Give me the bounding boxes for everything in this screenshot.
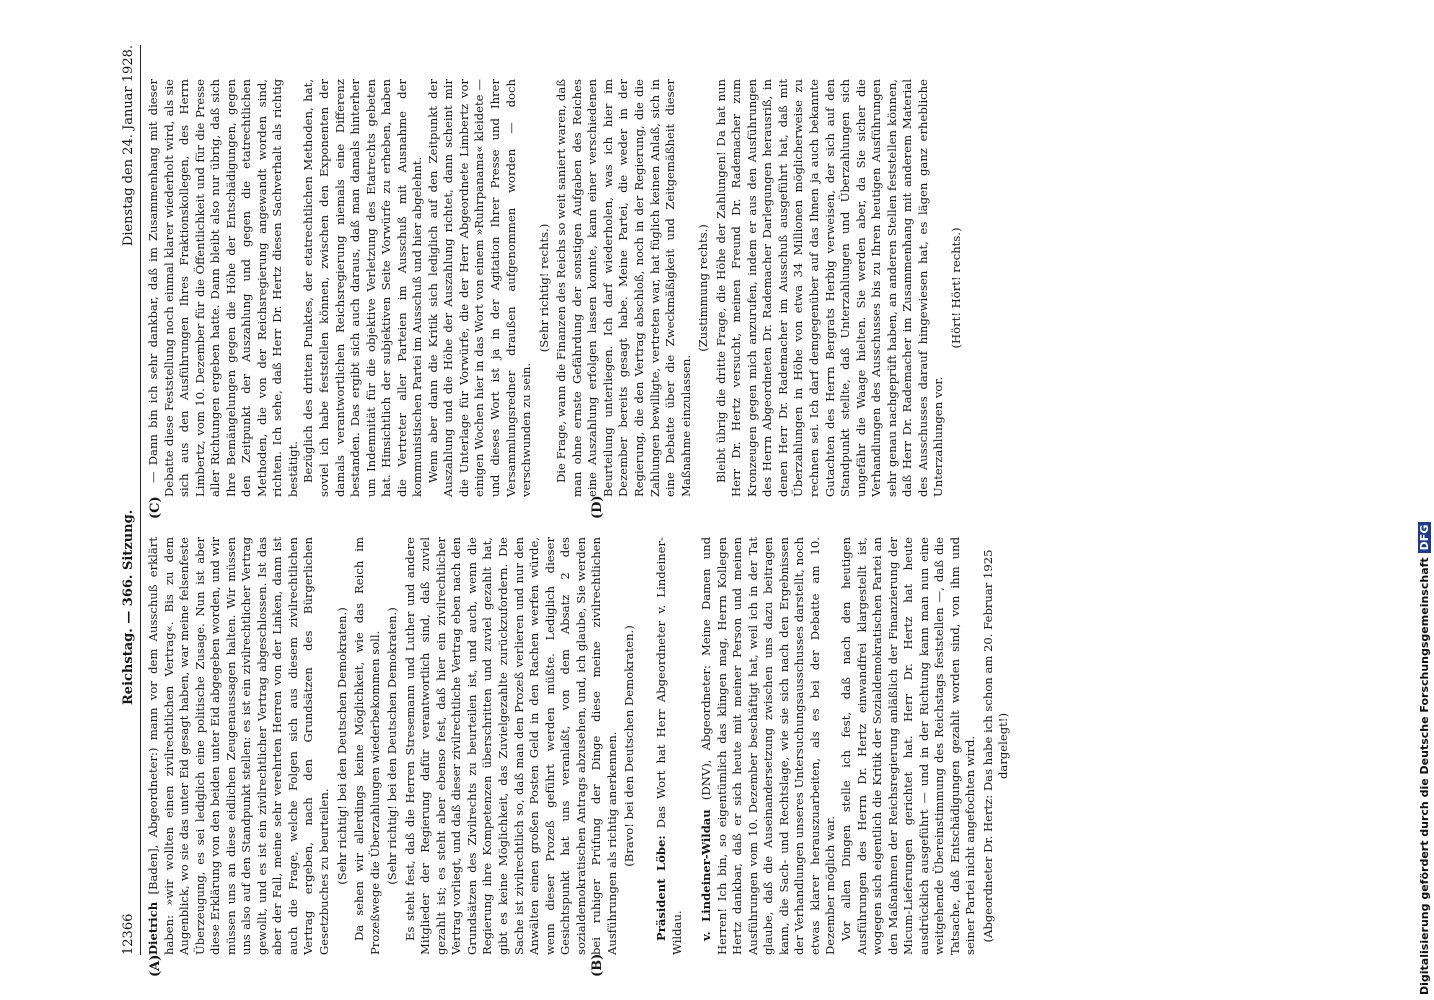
- speaker-name: v. Lindeiner-Wildau: [699, 809, 714, 941]
- paragraph: Die Frage, wann die Finanzen des Reichs so weit saniert waren, daß man ohne ernste Gefährdung der sonstigen Aufgaben des Reiches eine Auszahlung erfolgen lassen konnte, kann einer verschiedenen Beurteilung unterliegen. Ich darf wiederholen, was ich hier im Dezember bereits gesagt habe. Meine Partei, die weder in der Regierung, die den Vertrag abschloß, noch in der Regierung, die die Zahlungen bewilligte, vertreten war, hat füglich keinen Anlaß, sich in eine Debatte über die Zweckmäßigkeit und Zeitgemäßheit dieser Maßnahme einzulassen.: [554, 79, 693, 497]
- credit-text: Digitalisierung gefördert durch die Deutsche Forschungsgemeinschaft: [1418, 557, 1431, 995]
- interjection: (Zustimmung rechts.): [696, 224, 711, 352]
- dfg-logo: DFG: [1418, 522, 1431, 554]
- paragraph: Vor allen Dingen stelle ich fest, daß nach den heutigen Ausführungen des Herrn Dr. Hertz einwandfrei klargestellt ist, wogegen sich eigentlich die Kritik der Sozialdemokratischen Partei an den Maßnahmen der Reichsregierung anläßlich der Finanzierung der Micum-Lieferungen gerichtet hat. Herr Dr. Hertz hat heute ausdrücklich ausgeführt — und in der Richtung kann man nun eine weitgehende Übereinstimmung des Reichstags feststellen —, daß die Tatsache, daß Entschädigungen gezahlt worden sind, von ihm und seiner Partei nicht angefochten wird.: [838, 537, 978, 955]
- paragraph: Da sehen wir allerdings keine Möglichkeit, wie das Reich im Prozeßwege die Überzahlungen wiederbekommen soll.: [352, 537, 382, 955]
- paragraph: Es steht fest, daß die Herren Stresemann und Luther und andere Mitglieder der Regierung dafür verantwortlich sind, daß zuviel gezahlt ist; es steht aber ebenso fest, daß hier ein zivilrechtlicher Vertrag vorliegt, und daß dieser zivilrechtliche Vertrag eben nach den Grundsätzen des Zivilrechts zu beurteilen ist, und auch, wenn die Regierung ihre Kompetenzen überschritten und zuviel gezahlt hat, gibt es keine Möglichkeit, das Zuvielgezahlte zurückzufordern. Die Sache ist zivilrechtlich so, daß man den Prozeß verlieren und nur den Anwälten einen großen Posten Geld in den Rachen werfen würde, wenn dieser Prozeß geführt werden müßte. Lediglich dieser Gesichtspunkt hat uns veranlaßt, von dem Absatz 2 des sozialdemokratischen Antrags abzusehen, und, ich glaube, Sie werden bei ruhiger Prüfung der Dinge diese meine zivilrechtlichen Ausführungen als richtig anerkennen.: [402, 537, 619, 955]
- paragraph-text: Das Wort hat Herr Abgeordneter v. Lindeiner-Wildau.: [653, 537, 684, 955]
- margin-mark-b: (B): [590, 953, 605, 977]
- speaker-name: Dietrich: [146, 901, 160, 955]
- left-column: [146, 537, 1014, 955]
- interjection: (Sehr richtig! rechts.): [536, 223, 551, 353]
- paragraph: [654, 537, 685, 955]
- paragraph: Wenn aber dann die Kritik sich lediglich auf den Zeitpunkt der Auszahlung und die Höhe der Auszahlung richtet, dann scheint mir die Unterlage für Vorwürfe, die der Herr Abgeordnete Limbertz vor einigen Wochen hier in das Wort von einem »Ruhrpanama« kleidete — und dieses Wort ist ja in der Agitation Ihrer Presse und Ihrer Versammlungsredner draußen aufgenommen worden — doch verschwunden zu sein.: [425, 79, 534, 497]
- paragraph: Bleibt übrig die dritte Frage, die Höhe der Zahlungen! Da hat nun Herr Dr. Hertz versucht, meinen Freund Dr. Rademacher zum Kronzeugen gegen mich anzurufen, indem er aus den Ausführungen des Herrn Abgeordneten Dr. Rademacher Darlegungen herausriß, in denen Herr Dr. Rademacher im Ausschuß ausgeführt hat, daß mit Überzahlungen in Höhe von etwa 34 Millionen möglicherweise zu rechnen sei. Ich darf demgegenüber auf das Ihnen ja auch bekannte Gutachten des Herrn Bergrats Herbig verweisen, der sich auf den Standpunkt stellte, daß Unterzahlungen und Überzahlungen sich ungefähr die Waage hielten. Sie werden aber, da Sie sicher die Verhandlungen des Ausschusses bis zu Ihren heutigen Ausführungen sehr genau nachgeprüft haben, an anderen Stellen feststellen können, daß Herr Dr. Rademacher im Zusammenhang mit anderem Material des Ausschusses darauf hingewiesen hat, es lägen ganz erhebliche Unterzahlungen vor.: [713, 79, 946, 497]
- speaker-name: Präsident Löbe:: [653, 835, 668, 941]
- interjection: (Abgeordneter Dr. Hertz: Das habe ich schon am 20. Februar 1925 dargelegt!): [980, 549, 1011, 943]
- session-date: Dienstag den 24. Januar 1928.: [121, 45, 136, 247]
- paragraph: Bezüglich des dritten Punktes, der etatrechtlichen Methoden, hat, soviel ich habe feststellen können, zwischen den Exponenten der damals verantwortlichen Reichsregierung niemals eine Differenz bestanden. Das ergibt sich auch daraus, daß man damals hinterher um Indemnität für die objektive Verletzung des Etatrechts gebeten hat. Hinsichtlich der subjektiven Seite Vorwürfe zu erheben, haben die Vertreter aller Parteien im Ausschuß mit Ausnahme der kommunistischen Partei im Ausschuß und hier abgelehnt.: [301, 79, 425, 497]
- paragraph-text: (DNV), Abgeordneter: Meine Damen und Herren! Ich bin, so eigentümlich das klingen mag, Herrn Kollegen Hertz dankbar, daß er sich heute mit meiner Person und meinen Ausführungen vom 10. Dezember beschäftigt hat, weil ich in der Tat glaube, daß die Auseinandersetzung zwischen uns dazu beitragen kann, die Sach- und Rechtslage, wie sie sich nach den Ergebnissen der Verhandlungen unseres Untersuchungsausschusses darstellt, noch etwas klarer herauszuarbeiten, als es bei der Debatte am 10. Dezember möglich war.: [699, 536, 838, 955]
- page-number: 12366: [121, 913, 136, 955]
- document-page: [120, 45, 1430, 977]
- interjection: (Sehr richtig! bei den Deutschen Demokraten.): [385, 607, 400, 885]
- page-header: [120, 45, 138, 955]
- paragraph: — Dann bin ich sehr dankbar, daß im Zusammenhang mit dieser Debatte diese Feststellung noch einmal klarer wiederholt wird, als sie sich aus den Ausführungen Ihres Fraktionskollegen, des Herrn Limbertz, vom 10. Dezember für die Öffentlichkeit und für die Presse aller Richtungen ergeben hatte. Dann bleibt also nur übrig, daß sich Ihre Bemängelungen gegen die Höhe der Entschädigungen, gegen den Zeitpunkt der Auszahlung und gegen die etatrechtlichen Methoden, die von der Reichsregierung angewandt worden sind, richten. Ich sehe, daß Herr Dr. Hertz diesen Sachverhalt als richtig bestätigt.: [146, 79, 300, 497]
- paragraph: [146, 537, 333, 955]
- header-rule: [140, 45, 141, 955]
- digitization-credit: [1418, 5, 1434, 995]
- margin-mark-a: (A): [148, 954, 163, 977]
- session-title: Reichstag. — 366. Sitzung.: [121, 509, 136, 705]
- interjection: (Bravo! bei den Deutschen Demokraten.): [622, 625, 637, 867]
- paragraph: [699, 537, 839, 955]
- margin-mark-c: (C): [148, 496, 163, 519]
- paragraph-text: [Baden], Abgeordneter:) mann vor dem Ausschuß erklärt haben: »wir wollten einen zivilrechtlichen Vertrag«. Bis zu dem Augenblick, wo sie das unter Eid gesagt haben, war meine felsenfeste Überzeugung, es sei lediglich eine politische Zusage. Nun ist aber diese Erklärung von den beiden unter Eid abgegeben worden, und wir müssen uns an diese eidlichen Zeugenaussagen halten. Wir müssen uns also auf den Standpunkt stellen: es ist ein zivilrechtlicher Vertrag gewollt, und es ist ein zivilrechtlicher Vertrag abgeschlossen. Ist das aber der Fall, meine sehr verehrten Herren von der Linken, dann ist auch die Frage, welche Folgen sich aus diesem zivilrechtlichen Vertrag ergeben, nach den Grundsätzen des Bürgerlichen Gesetzbuches zu beurteilen.: [146, 536, 332, 955]
- right-column: [146, 79, 966, 497]
- interjection: (Sehr richtig! bei den Deutschen Demokraten.): [334, 607, 349, 885]
- margin-mark-d: (D): [590, 495, 605, 519]
- interjection: (Hört! Hört! rechts.): [948, 227, 963, 349]
